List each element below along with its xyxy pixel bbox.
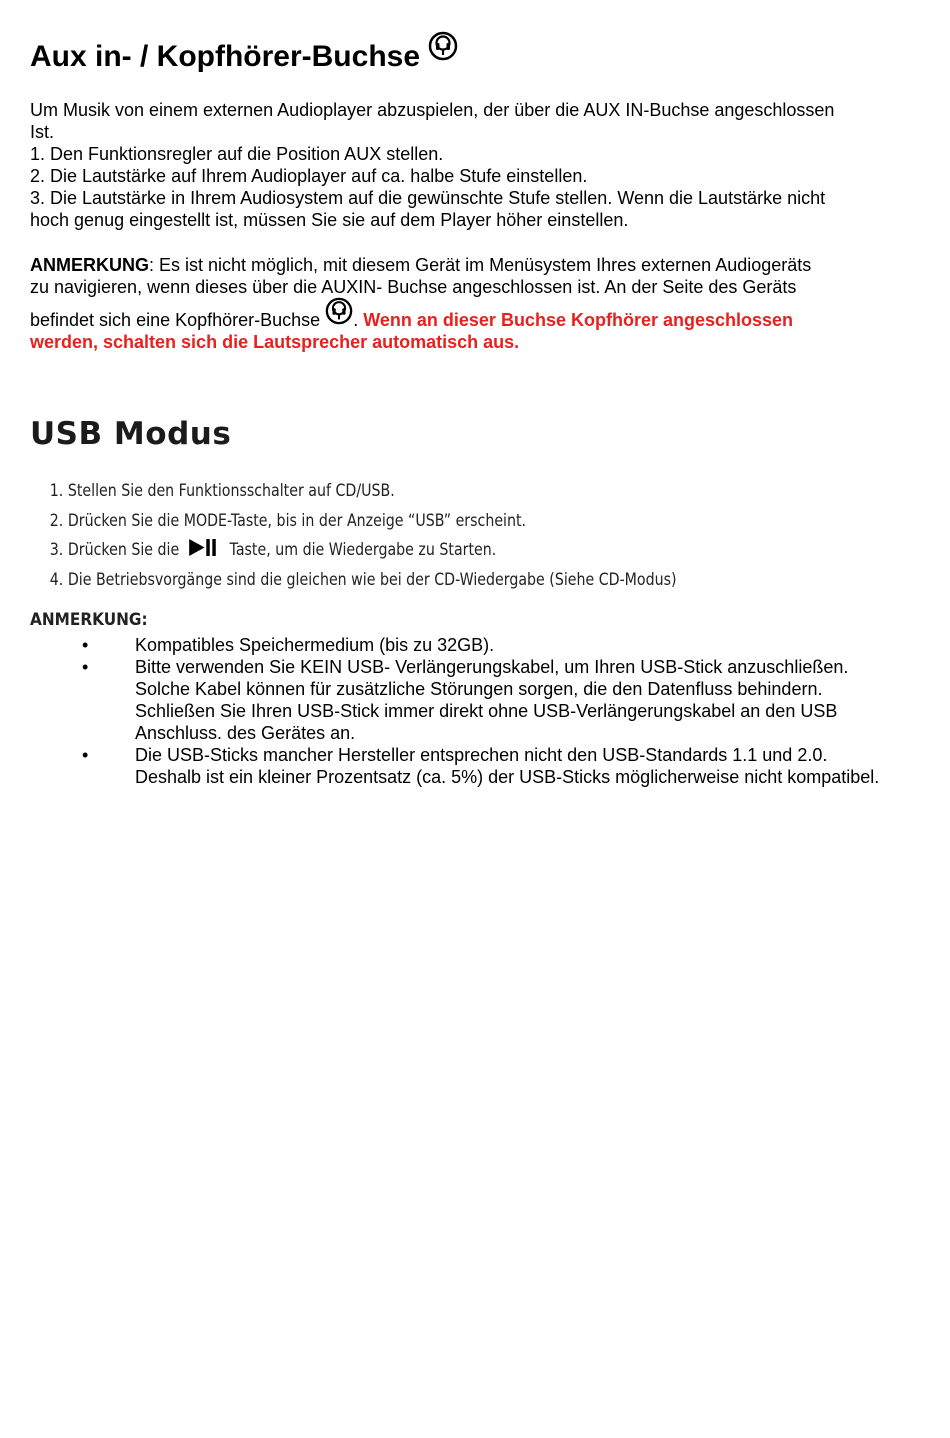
usb-notes-list <box>30 634 895 788</box>
usb-note-text: Die USB-Sticks mancher Hersteller entsprechen nicht den USB-Standards 1.1 und 2.0. Deshalb ist ein kleiner Prozentsatz (ca. 5%) der USB-Sticks möglicherweise nicht kompatibel. <box>135 745 880 787</box>
usb-step-text: 3. Drücken Sie die <box>49 540 180 559</box>
usb-section-title: USB Modus <box>30 416 232 452</box>
aux-note <box>30 254 910 353</box>
usb-note-text: Bitte verwenden Sie KEIN USB- Verlängerungskabel, um Ihren USB-Stick anzuschließen. Solche Kabel können für zusätzliche Störungen sorgen, die den Datenfluss behindern. Schließen Sie Ihren USB-Stick immer direkt ohne USB-Verlängerungskabel an den USB Anschluss. des Gerätes an. <box>135 657 849 743</box>
headphone-jack-icon <box>428 31 458 69</box>
aux-note-line-3 <box>30 309 910 331</box>
usb-step <box>30 535 677 565</box>
aux-section-title <box>30 40 458 74</box>
aux-note-text: : Es ist nicht möglich, mit diesem Gerät im Menüsystem Ihres externen Audiogeräts <box>149 255 812 275</box>
usb-note-text: Kompatibles Speichermedium (bis zu 32GB). <box>135 635 495 655</box>
aux-intro-line: Ist. <box>30 122 55 142</box>
usb-steps-list <box>30 476 677 594</box>
usb-note-item <box>30 744 895 788</box>
aux-note-label: ANMERKUNG <box>30 255 149 275</box>
bullet: • <box>82 745 89 765</box>
aux-title-text: Aux in- / Kopfhörer-Buchse <box>30 40 421 73</box>
usb-note-label: ANMERKUNG: <box>30 610 148 630</box>
bullet: • <box>82 657 89 677</box>
usb-step: 1. Stellen Sie den Funktionsschalter auf CD/USB. <box>49 481 395 500</box>
aux-warning-text: Wenn an dieser Buchse Kopfhörer angeschlossen <box>363 310 794 330</box>
aux-step: 2. Die Lautstärke auf Ihrem Audioplayer auf ca. halbe Stufe einstellen. <box>30 166 588 186</box>
usb-note-item <box>30 656 895 744</box>
aux-intro <box>30 99 910 231</box>
aux-step: 1. Den Funktionsregler auf die Position AUX stellen. <box>30 144 444 164</box>
aux-step-continuation: hoch genug eingestellt ist, müssen Sie sie auf dem Player höher einstellen. <box>30 210 629 230</box>
aux-note-line-2: zu navigieren, wenn dieses über die AUXIN- Buchse angeschlossen ist. An der Seite des Geräts <box>30 277 797 297</box>
play-pause-icon <box>189 536 217 566</box>
aux-note-text: befindet sich eine Kopfhörer-Buchse <box>30 310 321 330</box>
usb-step: 2. Drücken Sie die MODE-Taste, bis in der Anzeige “USB” erscheint. <box>49 510 527 530</box>
aux-note-line-1 <box>30 254 910 276</box>
usb-step-text: Taste, um die Wiedergabe zu Starten. <box>229 540 497 559</box>
usb-note-item <box>30 634 895 656</box>
aux-note-text: . <box>353 310 359 330</box>
headphone-jack-icon <box>325 297 353 330</box>
usb-step: 4. Die Betriebsvorgänge sind die gleichen wie bei der CD-Wiedergabe (Siehe CD-Modus) <box>49 569 677 589</box>
bullet: • <box>82 635 89 655</box>
aux-step: 3. Die Lautstärke in Ihrem Audiosystem auf die gewünschte Stufe stellen. Wenn die Lautstärke nicht <box>30 188 826 208</box>
aux-warning-text: werden, schalten sich die Lautsprecher automatisch aus. <box>30 332 520 352</box>
aux-intro-line: Um Musik von einem externen Audioplayer abzuspielen, der über die AUX IN-Buchse angeschlossen <box>30 100 835 120</box>
